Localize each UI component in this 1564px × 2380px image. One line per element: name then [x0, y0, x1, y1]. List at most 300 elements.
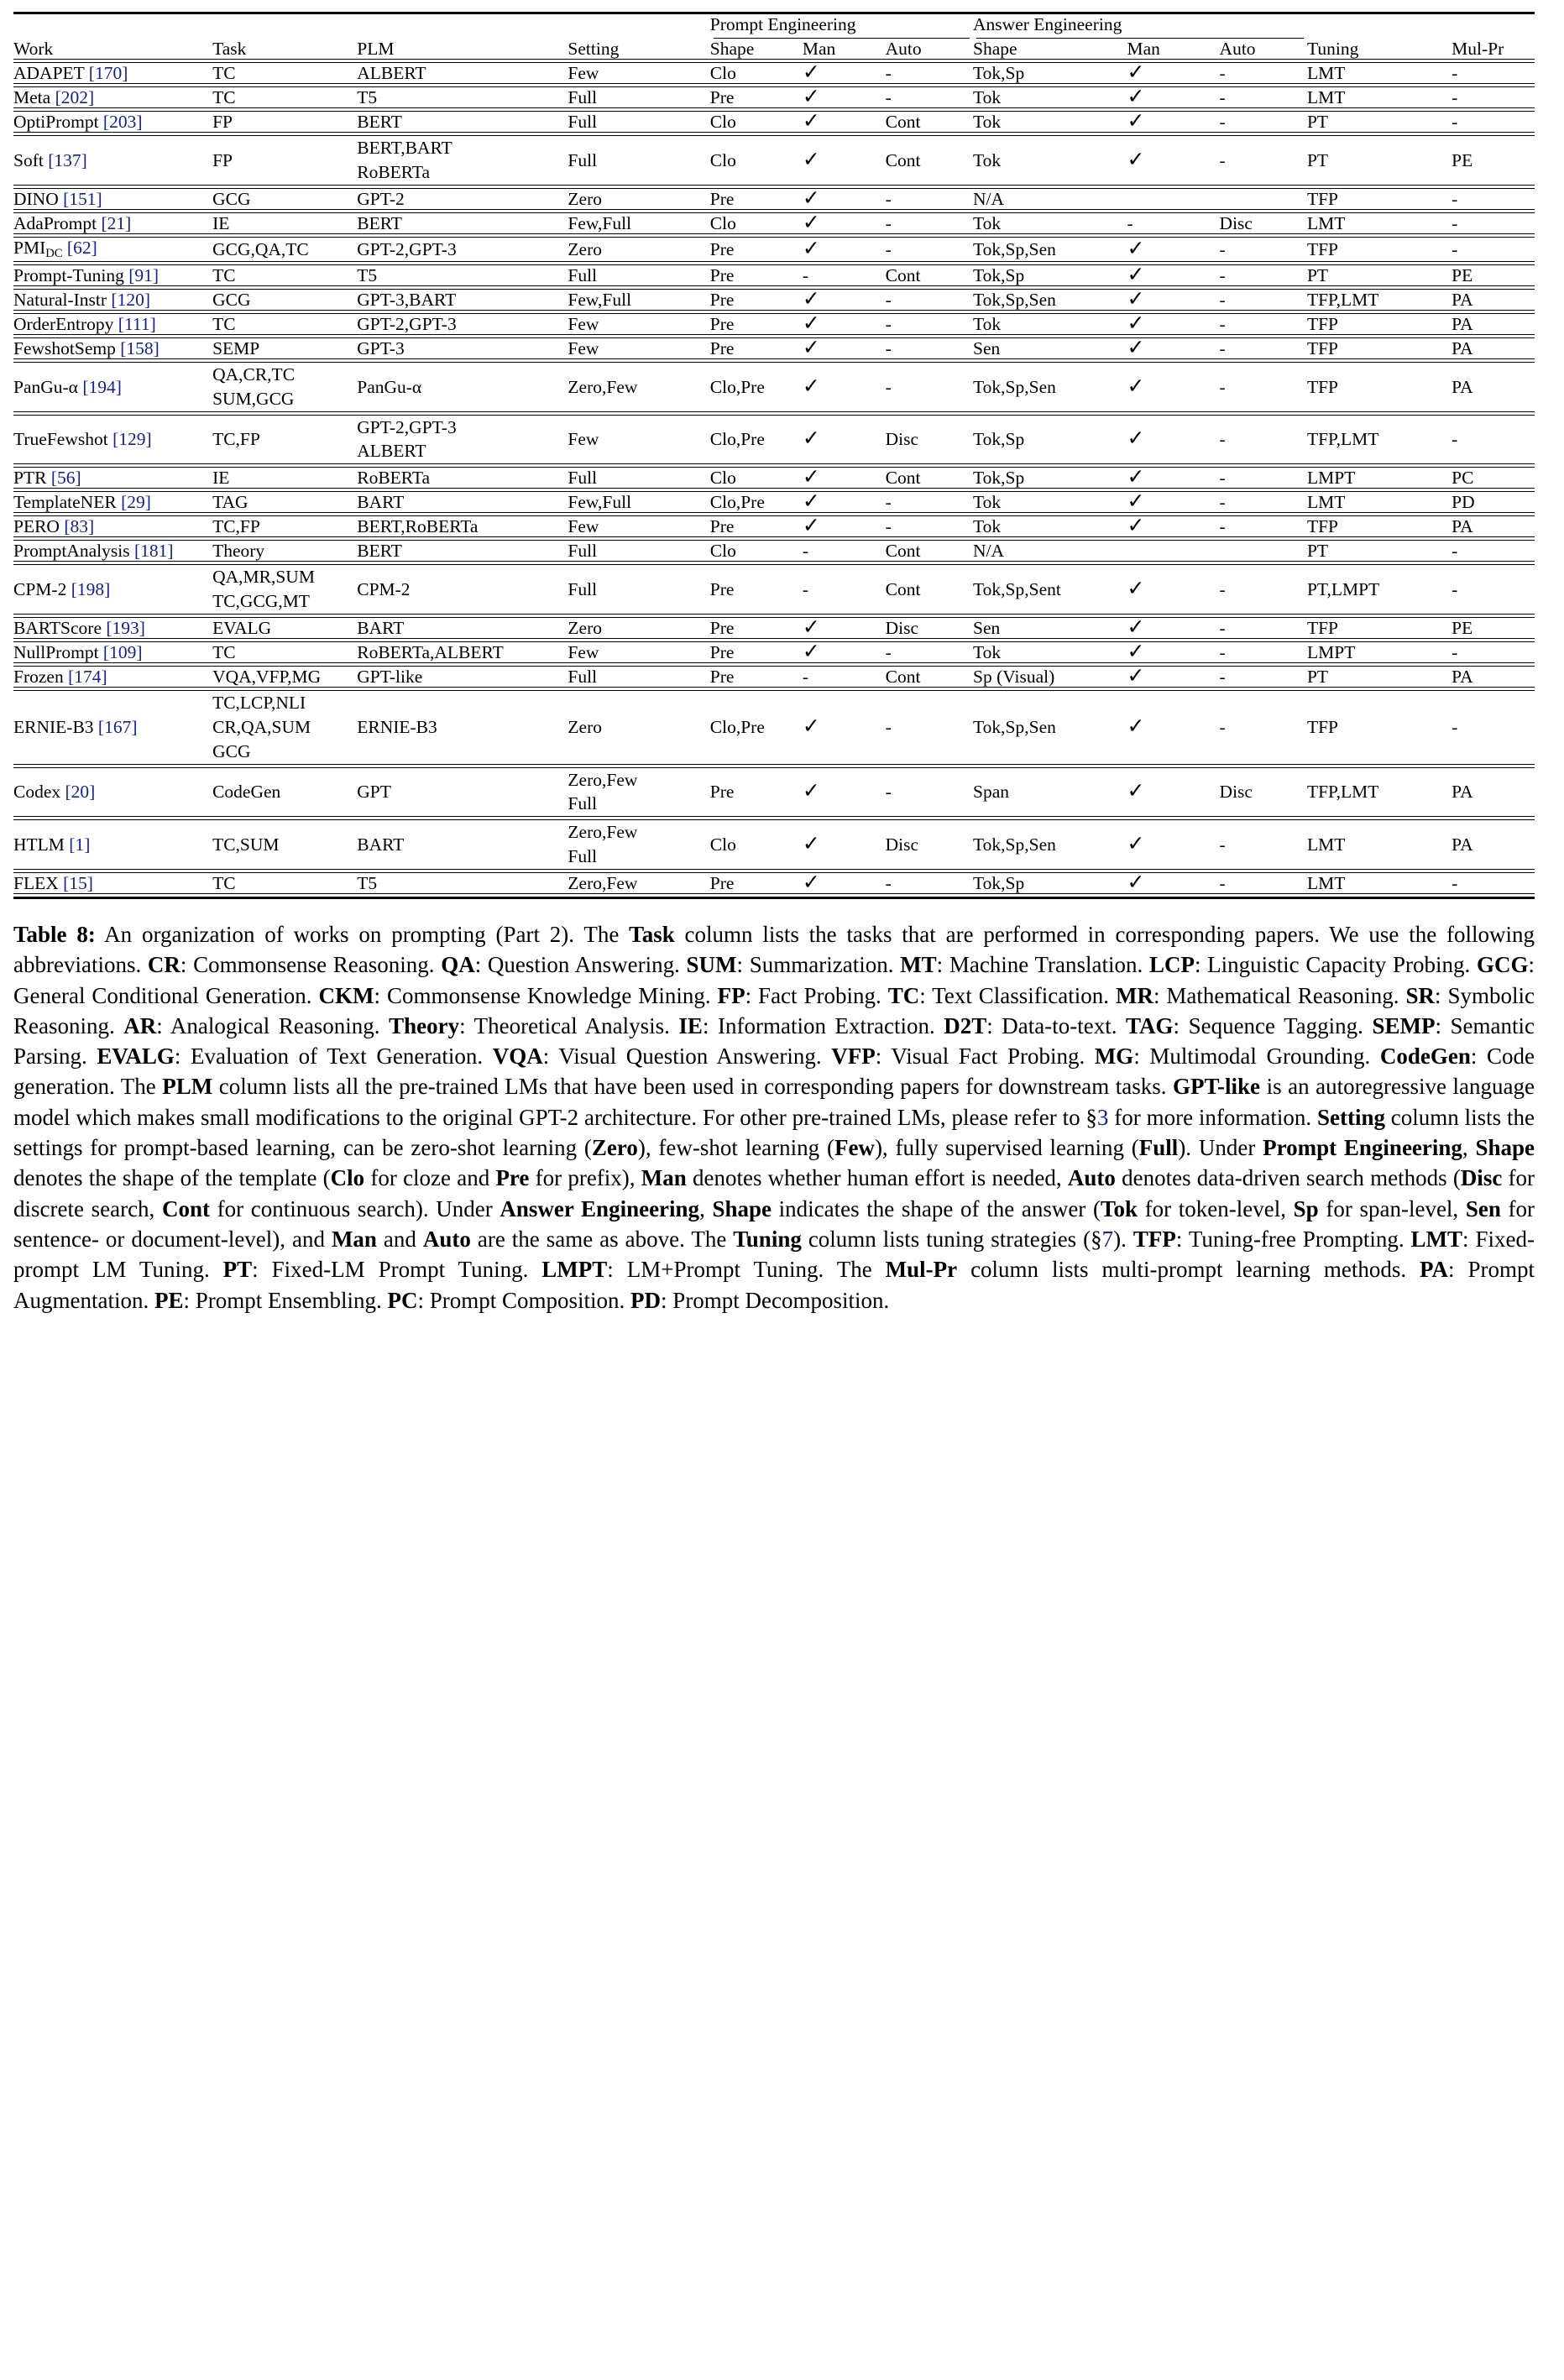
cell-tuning: PT,LMPT	[1306, 579, 1380, 600]
cell-work: OrderEntropy [111]	[13, 313, 156, 334]
cell-ae-auto	[1220, 87, 1307, 108]
citation-ref[interactable]: [193]	[106, 618, 145, 638]
cell-ae-shape: Sen	[973, 337, 1001, 358]
cell-pe-shape: Clo,Pre	[709, 492, 765, 513]
check-icon: ✓	[1127, 263, 1145, 286]
cell-mulpr	[1452, 238, 1535, 261]
cell-work: DINO [151]	[13, 188, 102, 209]
citation-ref[interactable]: [151]	[63, 188, 102, 209]
caption-text: An organization of works on prompting (Part 2). The Task column lists the tasks that are performed in corresponding papers. We use the following abbreviations. CR: Commonsense Reasoning. QA: Question Answering. SUM: Summarization. MT: Machine Translation. LCP: Linguistic Capacity Probing. GCG: General Conditional Generation. CKM: Commonsense Knowledge Mining. FP: Fact Probing. TC: Text Classification. MR: Mathematical Reasoning. SR: Symbolic Reasoning. AR: Analogical Reasoning. Theory: Theoretical Analysis. IE: Information Extraction. D2T: Data-to-text. TAG: Sequence Tagging. SEMP: Semantic Parsing. EVALG: Evaluation of Text Generation. VQA: Visual Question Answering. VFP: Visual Fact Probing. MG: Multimodal Grounding. CodeGen: Code generation. The PLM column lists all the pre-trained LMs that have been used in corresponding papers for downstream tasks. GPT-like is an autoregressive language model which makes small modifications to the original GPT-2 architecture. For other pre-trained LMs, please refer to §3 for more information. Setting column lists the settings for prompt-based learning, can be zero-shot learning (Zero), few-shot learning (Few), fully supervised learning (Full). Under Prompt Engineering, Shape denotes the shape of the template (Clo for cloze and Pre for prefix), Man denotes whether human effort is needed, Auto denotes data-driven search methods (Disc for discrete search, Cont for continuous search). Under Answer Engineering, Shape indicates the shape of the answer (Tok for token-level, Sp for span-level, Sen for sentence- or document-level), and Man and Auto are the same as above. The Tuning column lists tuning strategies (§7). TFP: Tuning-free Prompting. LMT: Fixed-prompt LM Tuning. PT: Fixed-LM Prompt Tuning. LMPT: LM+Prompt Tuning. The Mul-Pr column lists multi-prompt learning methods. PA: Prompt Augmentation. PE: Prompt Ensembling. PC: Prompt Composition. PD: Prompt Decomposition.	[13, 921, 1535, 1313]
cell-pe-shape: Clo,Pre	[709, 429, 765, 450]
column-header-mulpr: Mul-Pr	[1452, 39, 1504, 60]
cell-ae-shape: Tok,Sp,Sen	[973, 717, 1056, 738]
cell-plm: ERNIE-B3	[357, 717, 437, 738]
column-header-ae-man: Man	[1127, 39, 1160, 60]
cell-work: Meta [202]	[13, 87, 95, 108]
cell-ae-shape: Tok,Sp	[973, 872, 1025, 893]
cell-tuning: PT	[1306, 667, 1329, 688]
cell-tuning: TFP	[1306, 618, 1339, 638]
cell-pe-shape: Pre	[709, 667, 735, 688]
cell-task: EVALG	[212, 618, 272, 638]
cell-task: GCG,QA,TC	[212, 238, 309, 259]
cell-tuning: LMPT	[1306, 642, 1356, 663]
cell-ae-shape: Tok	[973, 87, 1002, 108]
cell-pe-man	[803, 642, 886, 663]
cell-pe-shape: Pre	[709, 642, 735, 663]
table-row	[13, 213, 1535, 234]
cell-ae-shape: Tok,Sp,Sent	[973, 579, 1061, 600]
check-icon: ✓	[1127, 715, 1145, 739]
cell-pe-auto: Cont	[885, 468, 921, 489]
check-icon: ✓	[802, 287, 820, 311]
cell-pe-shape: Pre	[709, 289, 735, 310]
table-row	[13, 136, 1535, 186]
cell-ae-auto	[1220, 313, 1307, 334]
cell-setting: Full	[568, 87, 598, 108]
cell-tuning: TFP,LMT	[1306, 782, 1379, 803]
cell-plm: BERT	[357, 213, 402, 234]
check-icon: ✓	[802, 61, 820, 85]
citation-ref[interactable]: [170]	[88, 63, 128, 84]
cell-ae-auto	[1220, 112, 1307, 133]
cell-ae-man	[1127, 618, 1219, 639]
table-row	[13, 872, 1535, 893]
cell-plm: T5	[357, 872, 378, 893]
cell-setting: Zero	[568, 188, 603, 209]
table-row	[13, 492, 1535, 513]
cell-pe-shape: Clo	[709, 150, 736, 171]
group-header-answer-engineering-label: Answer Engineering	[973, 14, 1122, 34]
cell-task: FP	[212, 150, 233, 171]
cell-ae-shape: Tok,Sp,Sen	[973, 238, 1056, 259]
cell-mulpr	[1452, 63, 1535, 84]
cell-pe-auto: Cont	[885, 112, 921, 133]
dash-mark: -	[885, 782, 892, 803]
citation-ref[interactable]: [181]	[133, 541, 174, 562]
cell-ae-man	[1127, 313, 1219, 334]
cell-mulpr: PA	[1452, 782, 1473, 803]
cell-ae-man	[1127, 337, 1219, 358]
cell-setting: Few	[568, 313, 599, 334]
cell-setting: Full	[568, 112, 598, 133]
cell-work: Natural-Instr [120]	[13, 289, 150, 310]
cell-task: TC	[212, 87, 236, 108]
cell-task: TC	[212, 264, 236, 285]
check-icon: ✓	[802, 641, 820, 664]
table-row	[13, 642, 1535, 663]
table-caption	[13, 919, 1535, 1316]
cell-ae-auto	[1220, 289, 1307, 310]
dash-mark: -	[802, 541, 808, 562]
cell-ae-shape: Tok,Sp	[973, 264, 1025, 285]
citation-ref[interactable]: [111]	[118, 313, 156, 334]
cell-pe-auto: Disc	[885, 429, 919, 450]
citation-ref[interactable]: [120]	[111, 289, 150, 310]
cell-work: $PMI_{DC}$ [62]	[13, 238, 97, 261]
cell-setting: Few	[568, 429, 599, 450]
dash-mark: -	[1452, 872, 1458, 893]
cell-ae-man	[1127, 112, 1219, 133]
cell-plm: BART	[357, 618, 405, 638]
cell-ae-man	[1127, 415, 1219, 464]
table-row	[13, 767, 1535, 817]
cell-pe-auto	[886, 691, 973, 764]
cell-plm: BART	[357, 834, 405, 855]
cell-ae-shape: Tok	[973, 313, 1002, 334]
dash-mark: -	[802, 264, 808, 285]
cell-ae-shape: Tok,Sp	[973, 468, 1025, 489]
dash-mark: -	[885, 376, 892, 397]
cell-pe-man	[803, 87, 886, 108]
cell-ae-auto	[1220, 415, 1307, 464]
check-icon: ✓	[802, 110, 820, 133]
citation-ref[interactable]: [158]	[120, 337, 160, 358]
cell-pe-man	[803, 618, 886, 639]
column-header-ae-auto: Auto	[1219, 39, 1256, 60]
dash-mark: -	[1127, 213, 1133, 234]
cell-pe-shape: Clo	[709, 213, 736, 234]
check-icon: ✓	[1127, 149, 1145, 172]
dash-mark: -	[1219, 618, 1226, 638]
table-row	[13, 289, 1535, 310]
check-icon: ✓	[1127, 287, 1145, 311]
cell-pe-man	[803, 313, 886, 334]
cell-tuning: LMT	[1306, 87, 1346, 108]
check-icon: ✓	[802, 149, 820, 172]
cell-ae-man	[1127, 188, 1219, 209]
cell-pe-auto: Cont	[885, 264, 921, 285]
dash-mark: -	[885, 313, 892, 334]
cell-work: Soft [137]	[13, 150, 87, 171]
cell-pe-man	[803, 492, 886, 513]
cell-task: FP	[212, 112, 233, 133]
cell-mulpr: PA	[1452, 667, 1473, 688]
citation-ref[interactable]: [202]	[55, 87, 95, 108]
cell-pe-auto	[886, 767, 973, 817]
cell-task: TC,FP	[212, 516, 260, 537]
cell-ae-shape: Tok	[973, 492, 1002, 513]
citation-ref[interactable]: [167]	[97, 717, 138, 738]
cell-pe-auto	[886, 63, 973, 84]
check-icon: ✓	[1127, 832, 1145, 855]
cell-work: Codex [20]	[13, 782, 96, 803]
column-header-pe-auto: Auto	[885, 39, 922, 60]
cell-setting: Full	[568, 541, 598, 562]
dash-mark: -	[1452, 541, 1458, 562]
cell-pe-auto: Disc	[885, 618, 919, 638]
citation-ref[interactable]: [91]	[128, 264, 160, 285]
column-header-pe-man: Man	[802, 39, 836, 60]
cell-mulpr	[1452, 872, 1535, 893]
cell-tuning: TFP	[1306, 337, 1339, 358]
cell-tuning: TFP,LMT	[1306, 289, 1379, 310]
dash-mark: -	[885, 642, 892, 663]
cell-ae-man	[1127, 872, 1219, 893]
cell-tuning: PT	[1306, 264, 1329, 285]
cell-pe-shape: Clo	[709, 112, 736, 133]
caption-label: Table 8:	[13, 921, 96, 947]
cell-pe-man	[803, 565, 886, 615]
cell-setting: Zero,Few Full	[568, 769, 638, 814]
group-header-prompt-engineering-label: Prompt Engineering	[709, 14, 856, 34]
dash-mark: -	[1219, 264, 1226, 285]
check-icon: ✓	[1127, 311, 1145, 335]
cell-ae-shape: Sen	[973, 618, 1001, 638]
cell-pe-auto: Cont	[885, 541, 921, 562]
cell-ae-man	[1127, 516, 1219, 537]
citation-ref[interactable]: [20]	[65, 782, 96, 803]
cell-work: OptiPrompt [203]	[13, 112, 143, 133]
cell-work: HTLM [1]	[13, 834, 91, 855]
cell-task: TC,LCP,NLI CR,QA,SUM GCG	[212, 693, 311, 761]
dash-mark: -	[1219, 579, 1226, 600]
check-icon: ✓	[802, 466, 820, 489]
cell-pe-auto	[886, 337, 973, 358]
cell-ae-shape: Tok,Sp	[973, 63, 1025, 84]
cell-task: TC	[212, 872, 236, 893]
cell-pe-shape: Pre	[709, 87, 735, 108]
cell-ae-auto: Disc	[1219, 213, 1253, 234]
cell-setting: Few,Full	[568, 492, 632, 513]
citation-ref[interactable]: [56]	[50, 468, 81, 489]
cell-task: SEMP	[212, 337, 260, 358]
dash-mark: -	[1219, 872, 1226, 893]
cell-pe-shape: Pre	[709, 188, 735, 209]
cell-plm: BERT,RoBERTa	[357, 516, 479, 537]
cell-setting: Full	[568, 264, 598, 285]
cell-mulpr: PE	[1452, 618, 1473, 638]
check-icon: ✓	[802, 780, 820, 803]
cell-pe-man	[803, 238, 886, 261]
cell-pe-man	[803, 264, 886, 285]
cell-pe-auto	[886, 289, 973, 310]
cell-pe-shape: Clo	[709, 834, 736, 855]
cell-pe-shape: Pre	[709, 782, 735, 803]
cell-ae-man	[1127, 767, 1219, 817]
cell-task: QA,CR,TC SUM,GCG	[212, 364, 296, 409]
check-icon: ✓	[1127, 86, 1145, 109]
cell-setting: Few,Full	[568, 213, 632, 234]
cell-pe-auto	[886, 516, 973, 537]
cell-pe-auto	[886, 213, 973, 234]
cell-work: BARTScore [193]	[13, 618, 145, 638]
cell-pe-man	[803, 136, 886, 186]
table-row	[13, 112, 1535, 133]
cell-work: TrueFewshot [129]	[13, 429, 152, 450]
table-row	[13, 362, 1535, 411]
dash-mark: -	[1452, 213, 1458, 234]
cell-setting: Few	[568, 642, 599, 663]
cell-pe-man	[803, 112, 886, 133]
cell-work: FewshotSemp [158]	[13, 337, 160, 358]
dash-mark: -	[1452, 429, 1458, 450]
table-row	[13, 87, 1535, 108]
check-icon: ✓	[802, 374, 820, 398]
table-row	[13, 264, 1535, 285]
cell-mulpr	[1452, 213, 1535, 234]
cell-pe-shape: Pre	[709, 579, 735, 600]
cell-pe-man	[803, 362, 886, 411]
table-body	[13, 63, 1535, 898]
cell-plm: BART	[357, 492, 405, 513]
citation-ref[interactable]: [83]	[64, 516, 95, 537]
citation-ref[interactable]: [1]	[69, 834, 91, 855]
cell-work: PTR [56]	[13, 468, 81, 489]
group-header-row	[13, 14, 1535, 39]
cell-mulpr	[1452, 415, 1535, 464]
dash-mark: -	[1452, 63, 1458, 84]
citation-ref[interactable]: [109]	[102, 642, 143, 663]
cell-pe-man	[803, 63, 886, 84]
table-row	[13, 468, 1535, 489]
cell-work: CPM-2 [198]	[13, 579, 111, 600]
dash-mark: -	[1219, 313, 1226, 334]
dash-mark: -	[1219, 63, 1226, 84]
cell-pe-shape: Pre	[709, 313, 735, 334]
cell-mulpr: PC	[1452, 468, 1474, 489]
cell-ae-man	[1127, 492, 1219, 513]
cell-tuning: PT	[1306, 112, 1329, 133]
cell-ae-auto	[1220, 541, 1307, 562]
cell-pe-man	[803, 541, 886, 562]
cell-task: TC,FP	[212, 429, 260, 450]
citation-ref[interactable]: [129]	[112, 429, 152, 450]
table-row	[13, 565, 1535, 615]
cell-ae-auto	[1220, 264, 1307, 285]
cell-plm: BERT	[357, 541, 402, 562]
check-icon: ✓	[802, 311, 820, 335]
table-row	[13, 188, 1535, 209]
cell-plm: GPT-3,BART	[357, 289, 457, 310]
dash-mark: -	[1452, 642, 1458, 663]
check-icon: ✓	[802, 212, 820, 235]
cell-pe-shape: Pre	[709, 264, 735, 285]
cell-setting: Few	[568, 63, 599, 84]
cell-ae-auto	[1220, 238, 1307, 261]
citation-ref[interactable]: [198]	[71, 579, 111, 600]
check-icon: ✓	[802, 336, 820, 359]
cell-pe-shape: Clo	[709, 541, 736, 562]
table-row	[13, 63, 1535, 84]
cell-ae-auto	[1220, 362, 1307, 411]
dash-mark: -	[1219, 112, 1226, 133]
cell-mulpr: PA	[1452, 337, 1473, 358]
cell-ae-auto	[1220, 188, 1307, 209]
table-row	[13, 516, 1535, 537]
column-header-setting: Setting	[568, 39, 620, 60]
cell-ae-auto	[1220, 872, 1307, 893]
citation-ref[interactable]: [174]	[68, 667, 107, 688]
cell-tuning: TFP	[1306, 238, 1339, 259]
cell-pe-shape: Pre	[709, 337, 735, 358]
cell-mulpr: PA	[1452, 289, 1473, 310]
cell-tuning: LMPT	[1306, 468, 1356, 489]
cell-pe-auto: Cont	[885, 579, 921, 600]
cell-pe-shape: Pre	[709, 238, 735, 259]
cell-pe-man	[803, 872, 886, 893]
table-row	[13, 820, 1535, 870]
dash-mark: -	[885, 188, 892, 209]
column-header-ae-shape: Shape	[973, 39, 1017, 60]
citation-ref[interactable]: [137]	[48, 150, 87, 171]
cell-task: TC	[212, 313, 236, 334]
group-header-answer-engineering	[973, 14, 1307, 39]
cell-ae-shape: N/A	[973, 541, 1005, 562]
cell-task: Theory	[212, 541, 265, 562]
citation-ref[interactable]: [62]	[66, 238, 97, 259]
cell-ae-man	[1127, 691, 1219, 764]
cell-pe-auto	[886, 642, 973, 663]
cell-tuning: LMT	[1306, 872, 1346, 893]
cell-pe-shape: Pre	[709, 618, 735, 638]
cell-ae-auto	[1220, 667, 1307, 688]
cell-pe-man	[803, 188, 886, 209]
cell-pe-shape: Clo	[709, 468, 736, 489]
cell-plm: RoBERTa,ALBERT	[357, 642, 504, 663]
citation-ref[interactable]: [15]	[63, 872, 93, 893]
cell-ae-shape: Tok	[973, 213, 1002, 234]
cell-setting: Zero	[568, 618, 603, 638]
cell-mulpr: PE	[1452, 150, 1473, 171]
dash-mark: -	[885, 63, 892, 84]
cell-pe-man	[803, 415, 886, 464]
cell-ae-shape: Tok,Sp,Sen	[973, 289, 1056, 310]
cell-task: GCG	[212, 188, 251, 209]
prompting-works-table	[13, 12, 1535, 899]
dash-mark: -	[1452, 87, 1458, 108]
cell-ae-shape: Tok,Sp,Sen	[973, 376, 1056, 397]
cell-ae-shape: Tok	[973, 112, 1002, 133]
dash-mark: -	[885, 717, 892, 738]
dash-mark: -	[1452, 717, 1458, 738]
cell-pe-man	[803, 691, 886, 764]
cell-tuning: PT	[1306, 150, 1329, 171]
cell-mulpr	[1452, 87, 1535, 108]
citation-ref[interactable]: [194]	[82, 376, 122, 397]
table-row	[13, 541, 1535, 562]
cell-task: TC	[212, 642, 236, 663]
cell-ae-shape: Sp (Visual)	[973, 667, 1055, 688]
cell-pe-auto: Disc	[885, 834, 919, 855]
cell-pe-man	[803, 468, 886, 489]
dash-mark: -	[1219, 642, 1226, 663]
cell-work: AdaPrompt [21]	[13, 213, 132, 234]
cell-tuning: TFP,LMT	[1306, 429, 1379, 450]
cell-tuning: LMT	[1306, 213, 1346, 234]
check-icon: ✓	[1127, 110, 1145, 133]
cell-pe-man	[803, 667, 886, 688]
check-icon: ✓	[1127, 871, 1145, 894]
cell-mulpr	[1452, 642, 1535, 663]
cell-pe-man	[803, 213, 886, 234]
cell-ae-shape: Tok,Sp	[973, 429, 1025, 450]
cell-task: IE	[212, 213, 230, 234]
cell-plm: CPM-2	[357, 579, 411, 600]
cell-task: TAG	[212, 492, 248, 513]
cell-ae-man	[1127, 289, 1219, 310]
cell-ae-man	[1127, 565, 1219, 615]
cell-work: FLEX [15]	[13, 872, 93, 893]
cell-plm: BERT	[357, 112, 402, 133]
citation-ref[interactable]: [21]	[101, 213, 132, 234]
cell-ae-auto: Disc	[1219, 782, 1253, 803]
cell-ae-shape: Tok	[973, 150, 1002, 171]
table-row	[13, 415, 1535, 464]
citation-ref[interactable]: [203]	[102, 112, 143, 133]
citation-ref[interactable]: [29]	[121, 492, 151, 513]
cell-ae-man	[1127, 136, 1219, 186]
cell-tuning: LMT	[1306, 834, 1346, 855]
